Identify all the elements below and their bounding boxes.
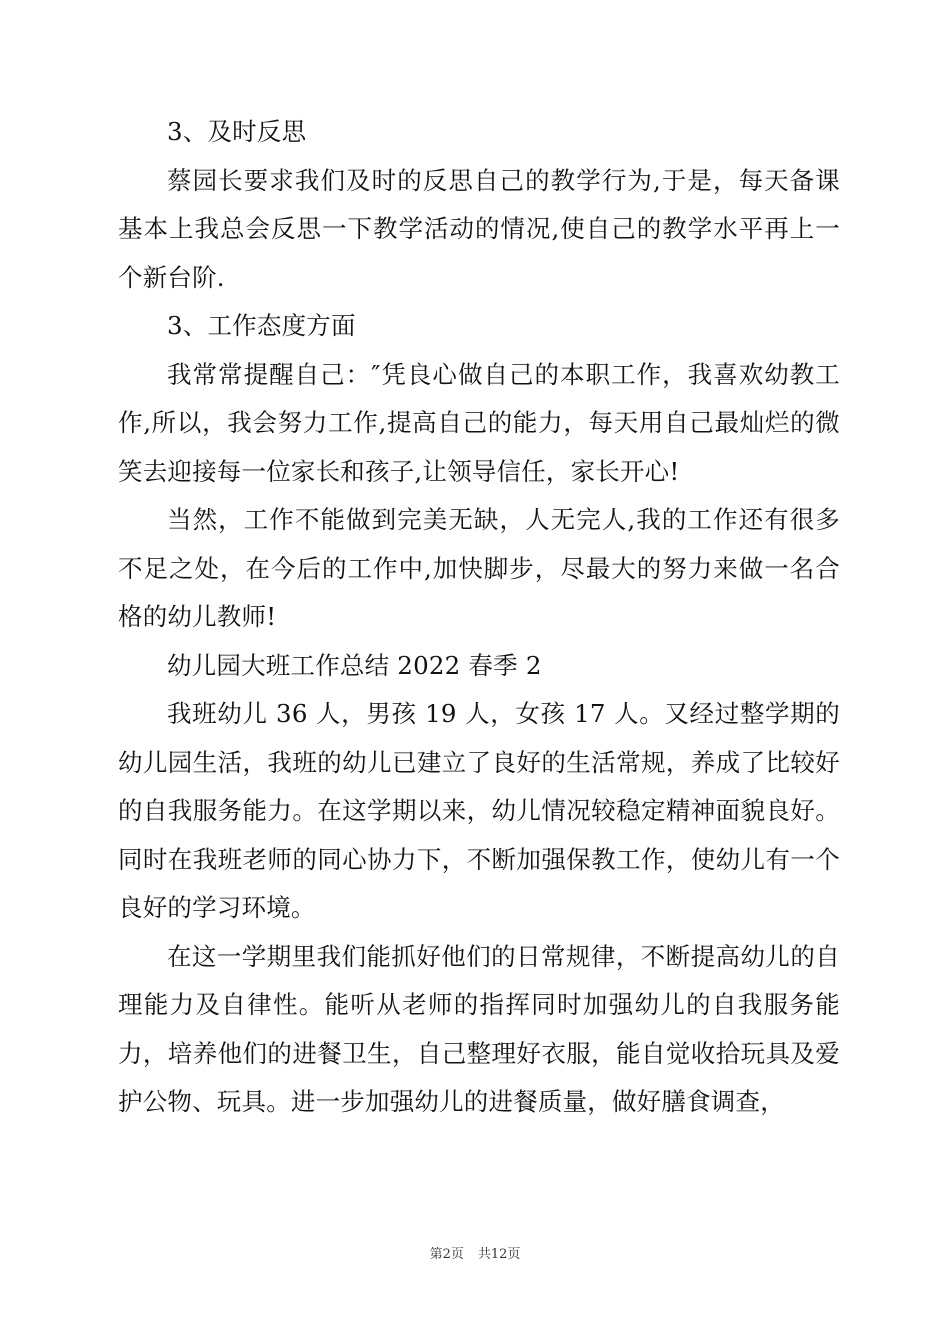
page-number: 第2页 — [429, 1247, 464, 1262]
page-footer — [0, 1243, 950, 1262]
body-paragraph: 我常常提醒自己：″凭良心做自己的本职工作，我喜欢幼教工作,所以，我会努力工作,提高自己的能力，每天用自己最灿烂的微笑去迎接每一位家长和孩子,让领导信任，家长开心! — [118, 359, 840, 486]
body-paragraph: 蔡园长要求我们及时的反思自己的教学行为,于是，每天备课基本上我总会反思一下教学活动的情况,使自己的教学水平再上一个新台阶. — [118, 165, 840, 292]
section-heading-attitude: 3、工作态度方面 — [167, 311, 356, 340]
page-total: 共12页 — [477, 1247, 521, 1262]
body-paragraph: 我班幼儿 36 人，男孩 19 人，女孩 17 人。又经过整学期的幼儿园生活，我班的幼儿已建立了良好的生活常规，养成了比较好的自我服务能力。在这学期以来，幼儿情况较稳定精神面貌良好。同时在我班老师的同心协力下，不断加强保教工作，使幼儿有一个良好的学习环境。 — [118, 699, 840, 922]
article-title: 幼儿园大班工作总结 2022 春季 2 — [167, 650, 542, 680]
body-paragraph: 当然，工作不能做到完美无缺，人无完人,我的工作还有很多不足之处，在今后的工作中,加快脚步，尽最大的努力来做一名合格的幼儿教师! — [118, 505, 840, 631]
section-heading-reflection: 3、及时反思 — [167, 117, 307, 146]
body-paragraph: 在这一学期里我们能抓好他们的日常规律，不断提高幼儿的自理能力及自律性。能听从老师的指挥同时加强幼儿的自我服务能力，培养他们的进餐卫生，自己整理好衣服，能自觉收拾玩具及爱护公物、玩具。进一步加强幼儿的进餐质量，做好膳食调查， — [118, 941, 840, 1116]
document-body — [118, 108, 840, 1127]
